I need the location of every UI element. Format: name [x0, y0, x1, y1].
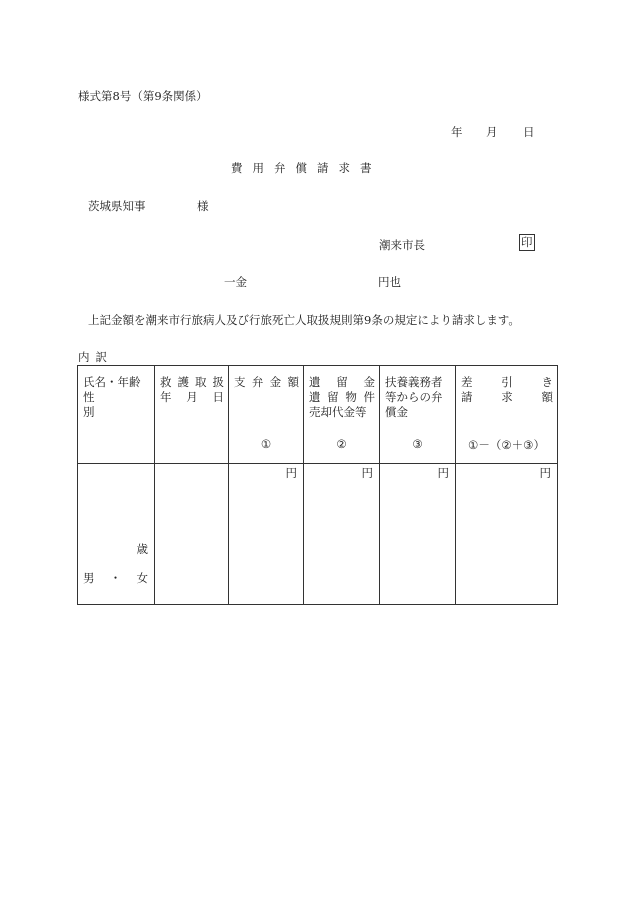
header-line — [385, 405, 451, 420]
column-header — [83, 375, 150, 420]
yen-unit: 円 — [361, 466, 373, 480]
header-text: 取 — [195, 375, 207, 389]
header-text: 物 — [345, 390, 357, 404]
header-text: 氏名・年齢性 — [83, 375, 141, 404]
header-text: 差 — [461, 375, 473, 389]
header-text: 扶養義務者 — [385, 375, 443, 389]
sex-options — [83, 570, 148, 586]
date-year: 年 — [451, 125, 463, 139]
column-number: ① — [260, 437, 272, 451]
header-text: 額 — [287, 375, 299, 389]
column-header — [461, 375, 553, 405]
header-cell — [229, 366, 304, 464]
document-title: 費用弁償請求書 — [231, 161, 382, 175]
column-number: ①－（②＋③） — [468, 438, 545, 452]
header-line — [160, 390, 224, 405]
header-text: 求 — [501, 390, 513, 404]
header-text: 遺 — [309, 390, 321, 404]
yen-unit: 円 — [285, 466, 297, 480]
header-text: 別 — [83, 405, 95, 419]
sex-male: 男 — [83, 571, 95, 585]
header-cell — [456, 366, 558, 464]
data-cell — [380, 464, 456, 605]
breakdown-label: 内訳 — [78, 350, 113, 364]
date-line — [451, 124, 535, 140]
sex-separator: ・ — [109, 571, 122, 585]
yen-unit: 円 — [539, 466, 551, 480]
form-number: 様式第8号（第9条関係） — [78, 89, 208, 103]
claim-statement: 上記金額を潮来市行旅病人及び行旅死亡人取扱規則第9条の規定により請求します。 — [88, 313, 520, 327]
table-header-row — [78, 366, 558, 464]
header-cell — [155, 366, 229, 464]
header-cell — [78, 366, 155, 464]
date-month: 月 — [486, 125, 498, 139]
header-text: 支 — [234, 375, 246, 389]
header-text: 護 — [177, 375, 189, 389]
header-line — [309, 390, 375, 405]
header-text: 年 — [160, 390, 172, 404]
header-line — [309, 375, 375, 390]
header-text: 留 — [336, 375, 348, 389]
header-line — [83, 375, 150, 405]
header-line — [309, 405, 375, 420]
header-line — [160, 375, 224, 390]
header-text: 遺 — [309, 375, 321, 389]
column-header — [234, 375, 299, 390]
column-number: ③ — [412, 437, 423, 451]
header-line — [234, 375, 299, 390]
date-day: 日 — [523, 125, 535, 139]
data-cell — [229, 464, 304, 605]
header-text: 金 — [269, 375, 282, 389]
column-header — [385, 375, 451, 420]
header-text: 件 — [363, 390, 375, 404]
header-text: 引 — [501, 375, 513, 389]
column-number: ② — [336, 437, 347, 451]
header-line — [385, 390, 451, 405]
name-age-sex-cell — [78, 464, 155, 605]
seal-mark: 印 — [521, 235, 533, 249]
header-line — [461, 390, 553, 405]
header-line — [83, 405, 150, 420]
header-line — [385, 375, 451, 390]
sex-female: 女 — [136, 571, 148, 585]
column-header — [160, 375, 224, 405]
header-line — [461, 375, 553, 390]
header-text: 救 — [160, 375, 172, 389]
header-cell — [304, 366, 380, 464]
claimant-title: 潮来市長 — [379, 238, 425, 252]
table-row — [78, 464, 558, 605]
column-header — [309, 375, 375, 420]
addressee-name: 茨城県知事 — [88, 199, 146, 213]
header-text: 弁 — [251, 375, 264, 389]
age-unit: 歳 — [136, 542, 148, 556]
header-text: 額 — [541, 390, 553, 404]
amount-unit: 円也 — [378, 275, 401, 289]
header-text: 留 — [327, 390, 339, 404]
header-text: き — [541, 375, 553, 389]
header-text: 日 — [212, 390, 224, 404]
header-text: 償金 — [385, 405, 408, 419]
data-cell — [456, 464, 558, 605]
header-text: 扱 — [212, 375, 224, 389]
amount-label: 一金 — [224, 275, 247, 289]
header-text: 金 — [363, 375, 375, 389]
header-text: 売却代金等 — [309, 405, 367, 419]
yen-unit: 円 — [437, 466, 449, 480]
addressee-honorific: 様 — [197, 199, 209, 213]
header-text: 等からの弁 — [385, 390, 443, 404]
breakdown-table — [77, 365, 558, 605]
data-cell — [304, 464, 380, 605]
header-text: 月 — [186, 390, 198, 404]
header-text: 請 — [461, 390, 473, 404]
header-cell — [380, 366, 456, 464]
data-cell — [155, 464, 229, 605]
